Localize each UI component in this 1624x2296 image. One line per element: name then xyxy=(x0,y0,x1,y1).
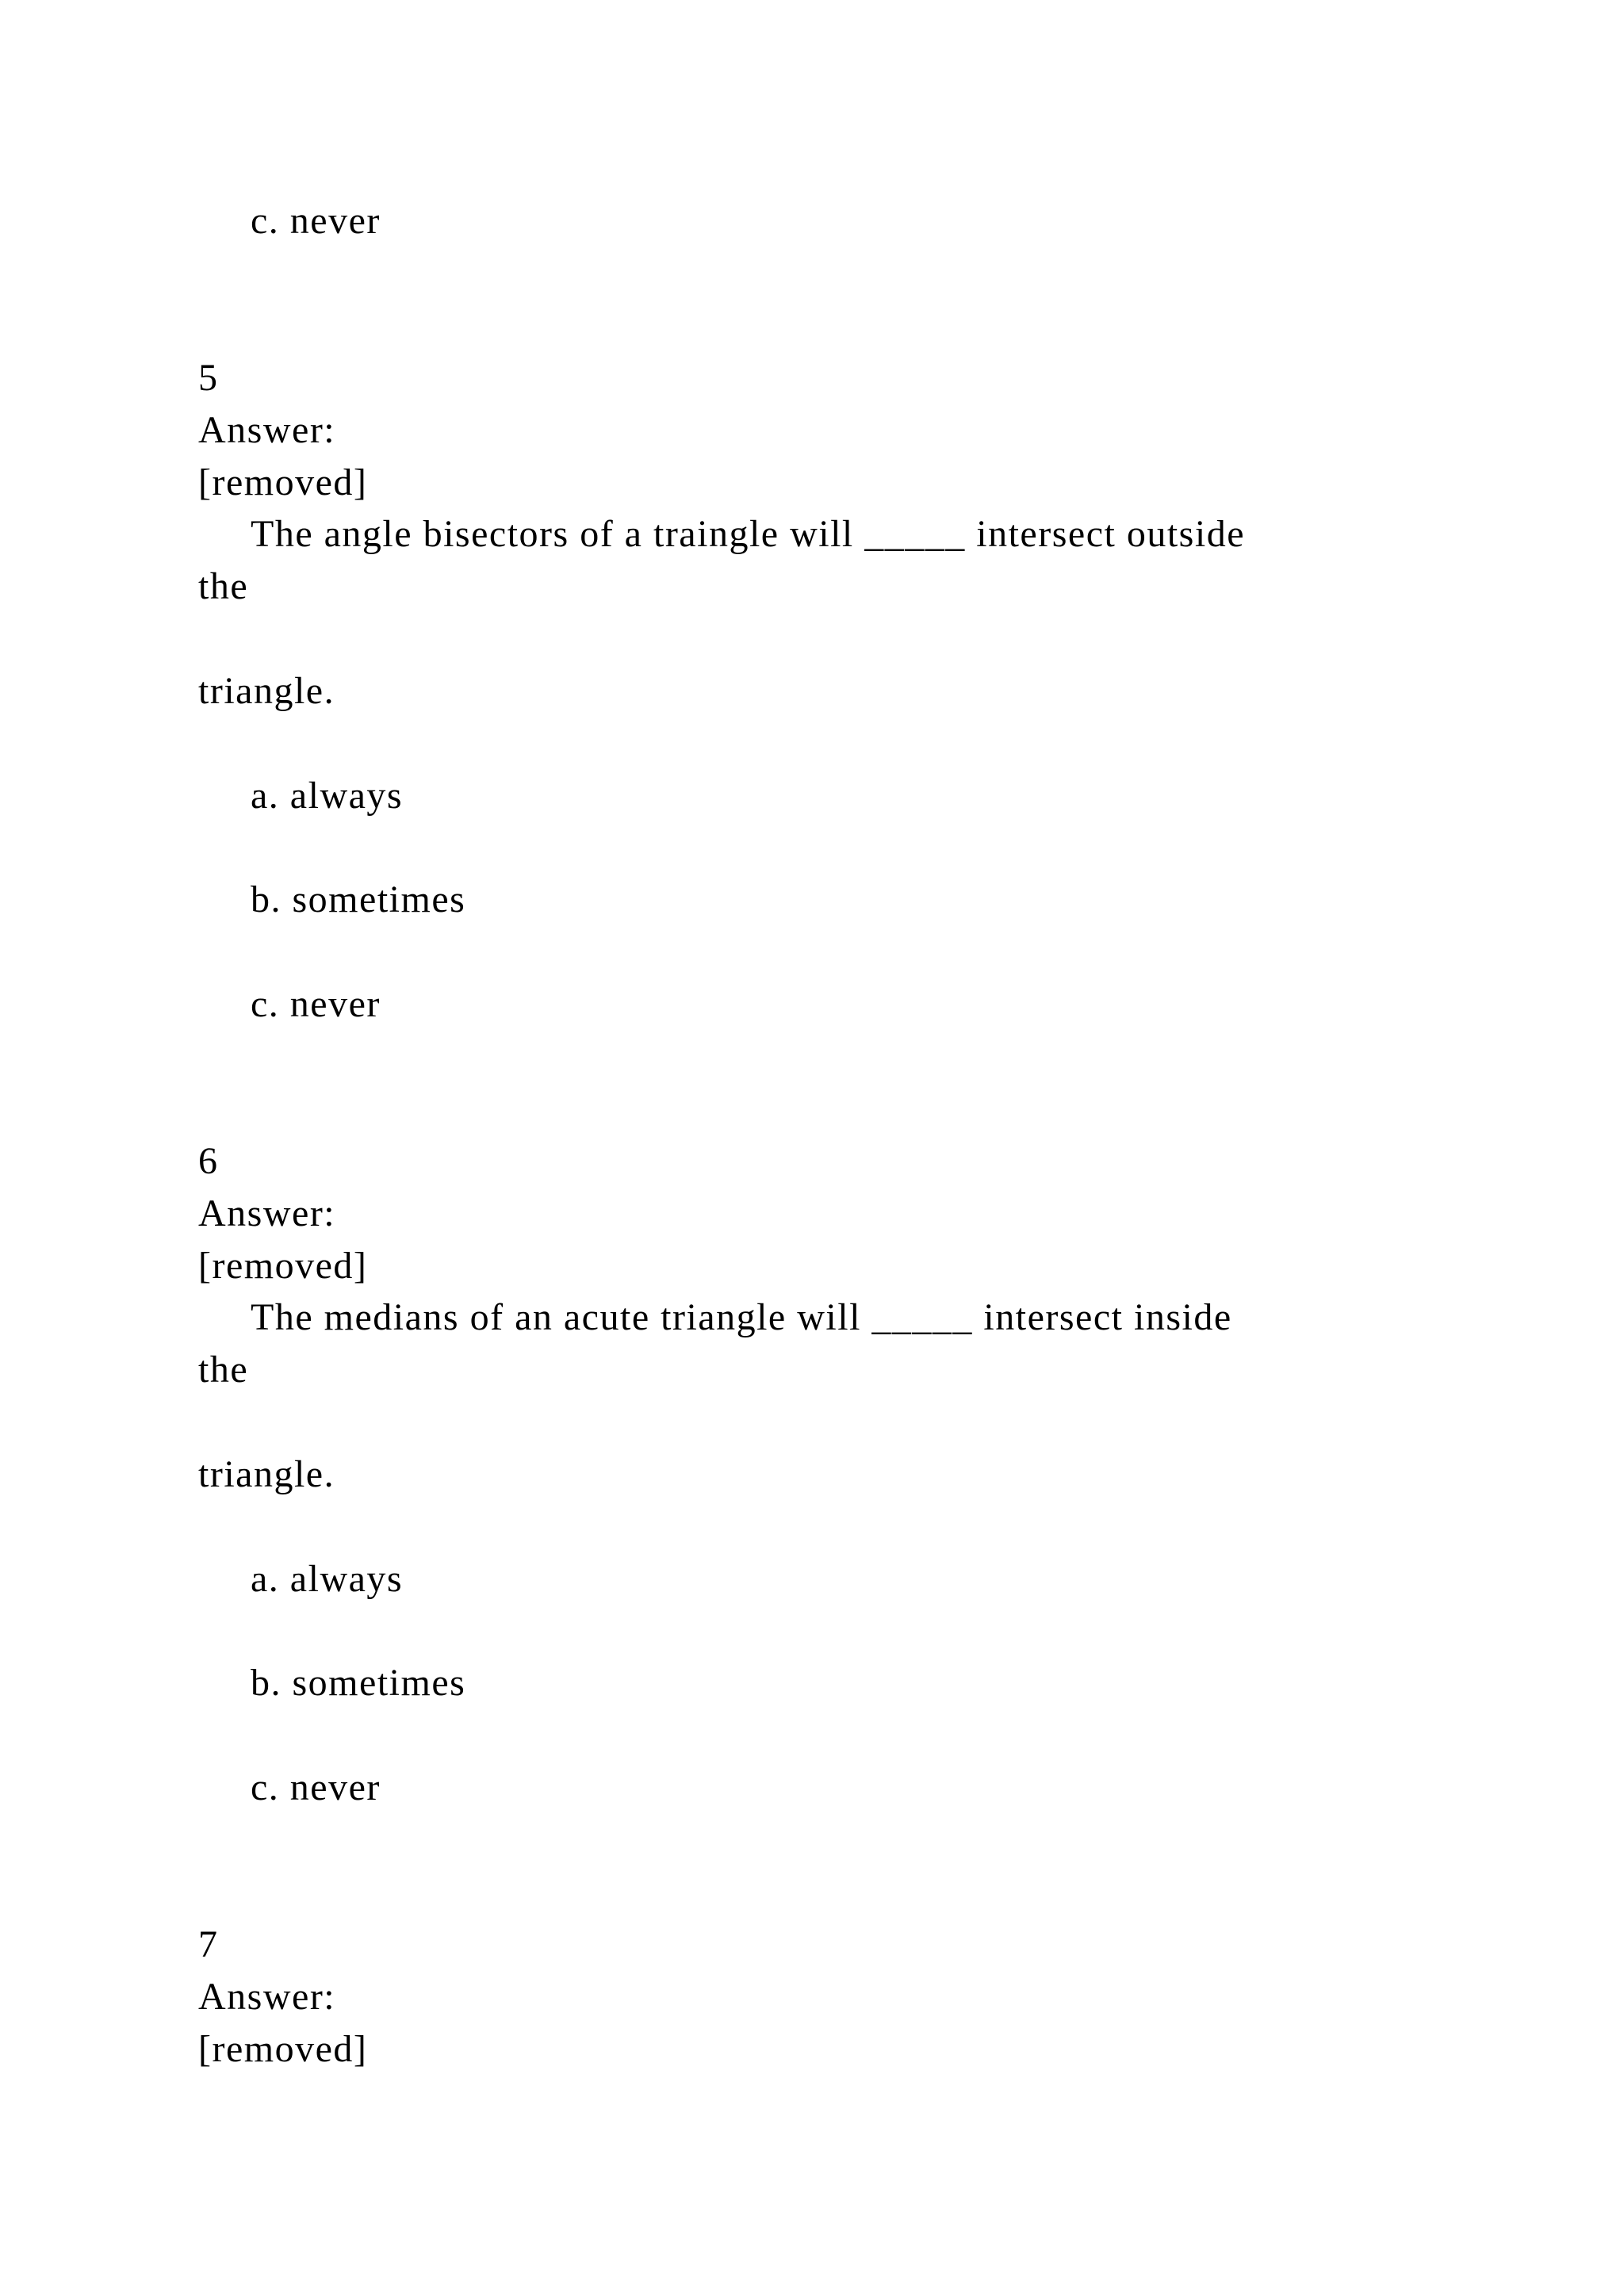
option-c: c. never xyxy=(251,1766,381,1808)
option-c: c. never xyxy=(251,983,381,1025)
question-prompt: The medians of an acute triangle will _____ intersect inside xyxy=(251,1296,1232,1338)
option-b: b. sometimes xyxy=(251,878,466,920)
option-b: b. sometimes xyxy=(251,1662,466,1704)
answer-value: [removed] xyxy=(198,461,368,503)
answer-label: Answer: xyxy=(198,409,336,451)
question-prompt-continued: the xyxy=(198,1349,249,1391)
answer-value: [removed] xyxy=(198,2028,368,2070)
answer-value: [removed] xyxy=(198,1245,368,1287)
option-text: c. never xyxy=(251,200,381,242)
question-prompt-end: triangle. xyxy=(198,1453,335,1495)
question-number: 7 xyxy=(198,1923,219,1965)
question-prompt-continued: the xyxy=(198,565,249,607)
answer-label: Answer: xyxy=(198,1976,336,2018)
option-a: a. always xyxy=(251,1558,404,1600)
answer-label: Answer: xyxy=(198,1192,336,1234)
question-number: 6 xyxy=(198,1140,219,1182)
question-prompt-end: triangle. xyxy=(198,670,335,712)
option-a: a. always xyxy=(251,775,404,817)
question-prompt: The angle bisectors of a traingle will _____ intersect outside xyxy=(251,513,1245,555)
question-number: 5 xyxy=(198,357,219,399)
